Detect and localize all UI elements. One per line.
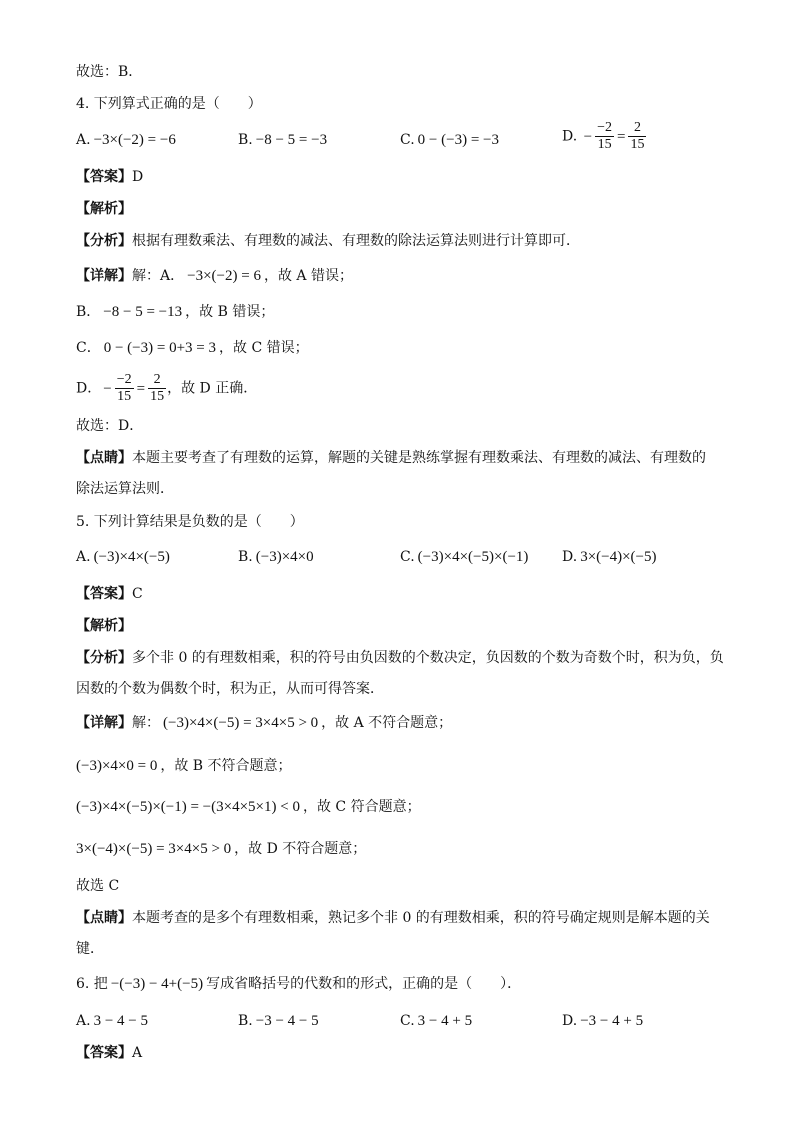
q5-fenxi-cont: 因数的个数为偶数个时，积为正，从而可得答案．: [76, 681, 384, 697]
q4-detail-d: D． − $\frac{-2}{15}$ = $\frac{2}{15}$ ，故 D 正确．: [76, 372, 258, 404]
q4-answer: 【答案】D: [76, 169, 144, 185]
q4-fenxi: 【分析】根据有理数乘法、有理数的减法、有理数的除法运算法则进行计算即可．: [76, 233, 580, 249]
prev-conclusion: 故选：B．: [76, 64, 143, 80]
q4-detail-c: C． 0 − (−3) = 0+3 = 3 ，故 C 错误；: [76, 340, 309, 356]
q5-conclusion: 故选 C: [76, 878, 120, 894]
q6-stem: 6. 把 −(−3) − 4+(−5) 写成省略括号的代数和的形式，正确的是（ ）．: [76, 976, 522, 992]
fraction: $\frac{2}{15}$: [630, 120, 645, 152]
q4-analysis-heading: 【解析】: [76, 201, 132, 217]
q4-comment: 【点睛】本题主要考查了有理数的运算，解题的关键是熟练掌握有理数乘法、有理数的减法、有理数的: [76, 450, 706, 466]
fraction: $\frac{2}{15}$: [150, 372, 165, 404]
q5-detail-3: (−3)×4×(−5)×(−1) = −(3×4×5×1) < 0 ，故 C 符合题意；: [76, 799, 421, 815]
q6-option-a: A. 3 − 4 − 5: [76, 1013, 148, 1029]
q6-option-b: B. −3 − 4 − 5: [238, 1013, 319, 1029]
q4-option-d: D. − $\frac{-2}{15}$ = $\frac{2}{15}$: [562, 120, 645, 152]
q5-answer: 【答案】C: [76, 586, 143, 602]
q6-answer: 【答案】A: [76, 1045, 143, 1061]
q4-detail-b: B． −8 − 5 = −13 ，故 B 错误；: [76, 304, 275, 320]
q5-option-c: C. (−3)×4×(−5)×(−1): [400, 549, 529, 565]
q5-detail-4: 3×(−4)×(−5) = 3×4×5 > 0 ，故 D 不符合题意；: [76, 841, 367, 857]
q5-comment: 【点睛】本题考查的是多个有理数相乘，熟记多个非 0 的有理数相乘，积的符号确定规则是解本题的关: [76, 910, 710, 926]
q5-fenxi: 【分析】多个非 0 的有理数相乘，积的符号由负因数的个数决定，负因数的个数为奇数个时，积为负，负: [76, 650, 724, 666]
q4-conclusion: 故选：D．: [76, 418, 144, 434]
q5-option-b: B. (−3)×4×0: [238, 549, 314, 565]
fraction: $\frac{-2}{15}$: [597, 120, 613, 152]
q4-comment-cont: 除法运算法则．: [76, 481, 174, 497]
q4-stem: 4. 下列算式正确的是（ ）: [76, 96, 262, 112]
q5-option-a: A. (−3)×4×(−5): [76, 549, 170, 565]
q5-detail-2: (−3)×4×0 = 0 ，故 B 不符合题意；: [76, 758, 292, 774]
q5-detail-1: 【详解】解： (−3)×4×(−5) = 3×4×5 > 0 ，故 A 不符合题意；: [76, 715, 453, 731]
q6-option-d: D. −3 − 4 + 5: [562, 1013, 644, 1029]
q5-comment-cont: 键．: [76, 941, 104, 957]
fraction: $\frac{-2}{15}$: [116, 372, 132, 404]
q5-option-d: D. 3×(−4)×(−5): [562, 549, 657, 565]
q4-option-b: B. −8 − 5 = −3: [238, 132, 328, 148]
q6-option-c: C. 3 − 4 + 5: [400, 1013, 473, 1029]
q4-option-c: C. 0 − (−3) = −3: [400, 132, 499, 148]
q4-detail-a: 【详解】解：A． −3×(−2) = 6 ，故 A 错误；: [76, 268, 353, 284]
q5-stem: 5. 下列计算结果是负数的是（ ）: [76, 514, 304, 530]
q5-analysis-heading: 【解析】: [76, 618, 132, 634]
q4-option-a: A. −3×(−2) = −6: [76, 132, 176, 148]
